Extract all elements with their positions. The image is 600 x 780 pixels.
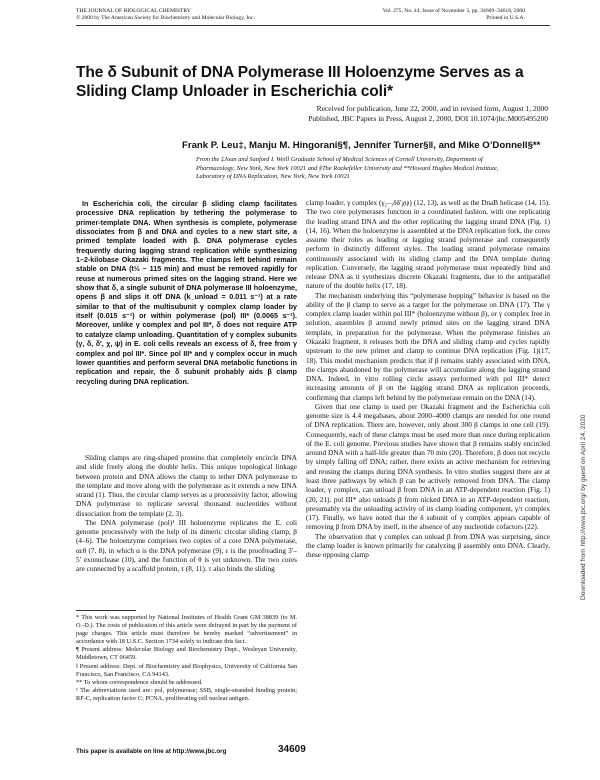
- footnote: ‖ Present address: Dept. of Biochemistry and Biophysics, University of California San Francisco, San Francisco, CA 94143.: [76, 662, 297, 678]
- page-number: 34609: [278, 744, 306, 755]
- body-column-left: [76, 454, 297, 574]
- footnote: ¹ The abbreviations used are: pol, polymerase; SSB, single-stranded binding protein; RF-C, replication factor C; PCNA, proliferating cell nuclear antigen.: [76, 686, 297, 702]
- abstract: In Escherichia coli, the circular β sliding clamp facilitates processive DNA replication by tethering the polymerase to primer-template DNA. When synthesis is complete, polymerase dissociates from β and DNA and cycles to a new start site, a primed template loaded with β. DNA polymerase cycles frequently during lagging strand replication while synthesizing 1–2-kilobase Okazaki fragments. The clamps left behind remain stable on DNA (t½ ~ 115 min) and must be removed rapidly for reuse at numerous primed sites on the lagging strand. Here we show that δ, a single subunit of DNA polymerase III holoenzyme, opens β and slips it off DNA (k_unload = 0.011 s⁻¹) at a rate similar to that of the multisubunit γ complex clamp loader by itself (0.015 s⁻¹) or within polymerase (pol) III* (0.0065 s⁻¹). Moreover, unlike γ complex and pol III*, δ does not require ATP to catalyze clamp unloading. Quantitation of γ complex subunits (γ, δ, δ′, χ, ψ) in E. coli cells reveals an excess of δ, free from γ complex and pol III*. Since pol III* and γ complex occur in much lower quantities and perform several DNA metabolic functions in replication and repair, the δ subunit probably aids β clamp recycling during DNA replication.: [76, 200, 297, 386]
- journal-header: [76, 8, 255, 22]
- download-note: Downloaded from http://www.jbc.org/ by guest on April 24, 2020: [580, 414, 587, 600]
- paragraph: The observation that γ complex can unload β from DNA was surprising, since the clamp loader is known primarily for catalyzing β assembly onto DNA. Clearly, these opposing clamp: [306, 532, 550, 560]
- printed-line: Printed in U.S.A.: [486, 15, 525, 21]
- paragraph: clamp loader, γ complex (γ₂–₃δδ′χψ) (12, 13), as well as the DnaB helicase (14, 15). The two core polymerases function in a coordinated fashion, with one replicating the leading strand DNA and the other replicating the lagging strand DNA (Fig. 1) (14, 16). When the holoenzyme is assembled at the DNA replication fork, the cores assume their roles as leading or lagging strand polymerase and consequently perform in distinctly different styles. The leading strand polymerase remains continuously associated with its sliding clamp and the DNA template during replication. Conversely, the lagging strand polymerase must repeatedly bind and release DNA as it synthesizes discrete Okazaki fragments, due to the antiparallel nature of the double helix (17, 18).: [306, 199, 550, 291]
- article-title: The δ Subunit of DNA Polymerase III Holoenzyme Serves as a Sliding Clamp Unloader in Escherichia coli*: [76, 64, 524, 100]
- availability-note: This paper is available on line at http://www.jbc.org: [76, 748, 227, 755]
- paragraph: The DNA polymerase (pol)¹ III holoenzyme replicates the E. coli genome processively with the help of its dimeric circular sliding clamp, β (4–6). The holoenzyme comprises two copies of a core DNA polymerase, αεθ (7, 8), in which α is the DNA polymerase (9), ε is the proofreading 3′–5′ exonuclease (10), and the function of θ is yet unknown. The two cores are connected by a scaffold protein, τ (8, 11). τ also binds the sliding: [76, 518, 297, 574]
- footnotes: [76, 614, 297, 703]
- journal-name: THE JOURNAL OF BIOLOGICAL CHEMISTRY: [76, 8, 191, 14]
- paragraph: Sliding clamps are ring-shaped proteins that completely encircle DNA and slide freely along the double helix. This unique topological linkage between protein and DNA allows the clamp to tether DNA polymerase to the template and move along with the polymerase as it extends a new DNA strand (1). Thus, the circular clamp serves as a processivity factor, allowing DNA polymerase to replicate several thousand nucleotides without dissociation from the template (2, 3).: [76, 454, 297, 518]
- footnote: ¶ Present address: Molecular Biology and Biochemistry Dept., Wesleyan University, Middletown, CT 06459.: [76, 646, 297, 662]
- published-line: Published, JBC Papers in Press, August 2, 2000, DOI 10.1074/jbc.M005495200: [308, 114, 548, 123]
- received-line: Received for publication, June 22, 2000, and in revised form, August 1, 2000: [316, 104, 548, 113]
- footnote-rule: [76, 610, 136, 611]
- paragraph: Given that one clamp is used per Okazaki fragment and the Escherichia coli genome size is 4.4 megabases, about 2000–4000 clamps are needed for one round of DNA replication. There are, however, only about 300 β clamps in one cell (19). Consequently, each of these clamps must be used more than once during replication of the E. coli genome. Previous studies have shown that β remains stably encircled around DNA with a half-life greater than 70 min (20). Therefore, β does not recycle by simply falling off DNA; rather, there exists an active mechanism for retrieving and reusing the clamps during DNA synthesis. In vitro studies suggest there are at least three pathways by which β can be actively removed from DNA. The clamp loader, γ complex, can unload β from DNA in an ATP-dependent reaction (Fig. 1)(20, 21). pol III* also unloads β from nicked DNA in an ATP-dependent reaction, presumably via the unloading activity of its clamp loading component, γ/τ complex (17). Finally, we have noted that the δ subunit of γ complex appears capable of removing β from DNA by itself, in the absence of any nucleotide cofactors (22).: [306, 402, 550, 532]
- issue-header: [383, 8, 525, 22]
- footnote: ** To whom correspondence should be addressed.: [76, 678, 203, 686]
- author-list: Frank P. Leu‡, Manju M. Hingorani§¶, Jennifer Turner§‖, and Mike O’Donnell§**: [182, 140, 541, 151]
- affiliations: From the ‡Joan and Sanford I. Weill Graduate School of Medical Sciences of Cornell University, Department of Pharmacology, New York, New York 10021 and §The Rockefeller University and **Howard Hughes Medical Institute, Laboratory of DNA Replication, New York, New York 10021: [196, 156, 499, 181]
- received-dates: [308, 104, 548, 124]
- paragraph: The mechanism underlying this “polymerase hopping” behavior is based on the ability of the β clamp to serve as a target for the polymerase on DNA (17). The γ complex clamp loader within pol III* (holoenzyme without β), or γ complex free in solution, assembles β around newly primed sites on the lagging strand DNA template, in preparation for the polymerase. When the polymerase finishes an Okazaki fragment, it releases both the DNA and sliding clamp and cycles rapidly upstream to the new primer and clamp to continue DNA replication (Fig. 1)(17, 18). This model mechanism predicts that if β remains stably associated with DNA, the clamps abandoned by the polymerase will accumulate along the lagging strand DNA. Indeed, in vitro rolling circle assays performed with pol III* detect increasing amounts of β on the lagging strand DNA as replication proceeds, confirming that clamps left behind by the polymerase remain on the DNA (14).: [306, 291, 550, 402]
- download-sidebar: [580, 414, 587, 601]
- footnote: * This work was supported by National Institutes of Health Grant GM 38839 (to M. O.-D.). The costs of publication of this article were defrayed in part by the payment of page charges. This article must therefore be hereby marked “advertisement” in accordance with 18 U.S.C. Section 1734 solely to indicate this fact.: [76, 614, 297, 646]
- body-column-right: [306, 199, 550, 560]
- volume-line: Vol. 275, No. 44, Issue of November 3, pp. 34609–34618, 2000: [382, 8, 525, 14]
- copyright-line: © 2000 by The American Society for Biochemistry and Molecular Biology, Inc.: [76, 15, 255, 21]
- header-rule: [76, 25, 550, 26]
